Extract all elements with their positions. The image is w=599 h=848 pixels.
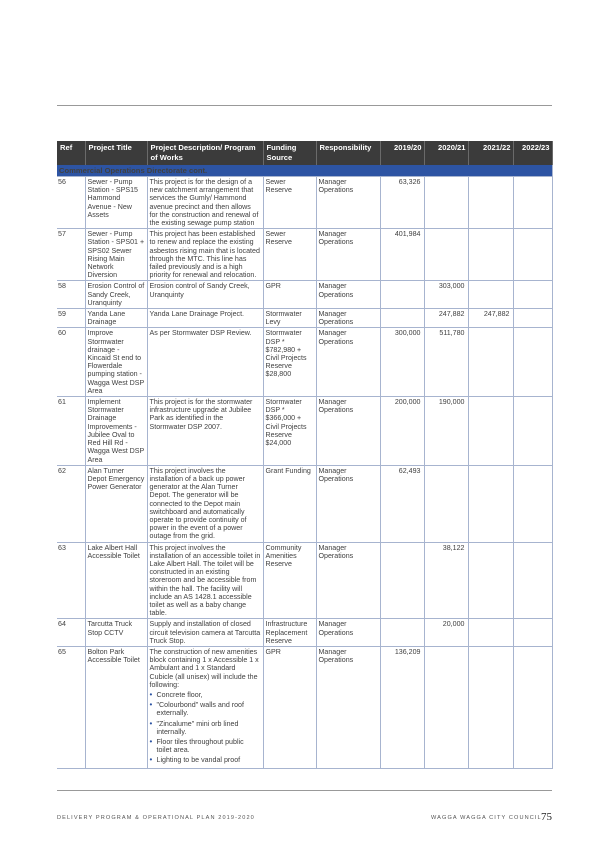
description-bullet-list <box>150 691 261 765</box>
project-title-cell: Sewer - Pump Station - SPS01 + SPS02 Sewer Rising Main Network Diversion <box>85 229 147 281</box>
project-description-cell <box>147 229 263 281</box>
amount-2022-23-cell <box>513 177 552 229</box>
amount-2020-21-cell: 190,000 <box>424 397 468 466</box>
funding-source-cell: Stormwater Levy <box>263 309 316 328</box>
bullet-text: "Zincalume" mini orb lined internally. <box>156 719 239 736</box>
amount-2020-21-cell <box>424 465 468 542</box>
table-header-row <box>57 141 552 165</box>
bullet-dot-icon: • <box>149 737 153 746</box>
table-row <box>57 281 552 309</box>
funding-source-cell: Sewer Reserve <box>263 229 316 281</box>
project-title-cell: Sewer - Pump Station - SPS15 Hammond Avenue - New Assets <box>85 177 147 229</box>
footer-document-title: DELIVERY PROGRAM & OPERATIONAL PLAN 2019-2020 <box>57 815 255 821</box>
funding-source-cell: Stormwater DSP * $366,000 + Civil Projects Reserve $24,000 <box>263 397 316 466</box>
bullet-text: Floor tiles throughout public toilet area. <box>156 738 244 755</box>
amount-2021-22-cell <box>468 328 513 397</box>
bullet-text: "Colourbond" walls and roof externally. <box>156 701 244 718</box>
project-title-cell: Bolton Park Accessible Toilet <box>85 646 147 768</box>
responsibility-cell: Manager Operations <box>316 646 380 768</box>
description-text: This project involves the installation of an accessible toilet in Lake Albert Hall. The toilet will be constructed in an existing storeroom and be accessible from within the hall. The facility will include an AS 1428.1 accessible toilet as well as a baby change table. <box>149 543 261 618</box>
project-description-cell <box>147 397 263 466</box>
bullet-dot-icon: • <box>149 755 153 765</box>
amount-2019-20-cell: 200,000 <box>380 397 424 466</box>
responsibility-cell: Manager Operations <box>316 465 380 542</box>
description-text: Yanda Lane Drainage Project. <box>149 310 245 319</box>
ref-cell: 59 <box>57 309 85 328</box>
amount-2020-21-cell <box>424 229 468 281</box>
amount-2022-23-cell <box>513 619 552 647</box>
amount-2021-22-cell <box>468 397 513 466</box>
project-title-cell: Implement Stormwater Drainage Improvements - Jubilee Oval to Red Hill Rd - Wagga West DSP Area <box>85 397 147 466</box>
ref-cell: 62 <box>57 465 85 542</box>
ref-cell: 63 <box>57 542 85 619</box>
project-description-cell <box>147 177 263 229</box>
bullet-dot-icon: • <box>149 689 153 699</box>
amount-2021-22-cell <box>468 542 513 619</box>
ref-cell: 64 <box>57 619 85 647</box>
project-title-cell: Yanda Lane Drainage <box>85 309 147 328</box>
table-row <box>57 646 552 768</box>
amount-2021-22-cell <box>468 619 513 647</box>
amount-2021-22-cell <box>468 177 513 229</box>
funding-source-cell: Grant Funding <box>263 465 316 542</box>
ref-cell: 61 <box>57 397 85 466</box>
responsibility-cell: Manager Operations <box>316 397 380 466</box>
project-description-cell <box>147 465 263 542</box>
description-text: Erosion control of Sandy Creek, Uranquinty <box>149 282 250 299</box>
project-title-cell: Erosion Control of Sandy Creek, Uranquinty <box>85 281 147 309</box>
description-bullet-item <box>150 720 261 736</box>
description-bullet-item <box>150 701 261 717</box>
header-ref: Ref <box>57 141 85 165</box>
header-project-title: Project Title <box>85 141 147 165</box>
amount-2022-23-cell <box>513 397 552 466</box>
project-description-cell <box>147 281 263 309</box>
amount-2020-21-cell: 38,122 <box>424 542 468 619</box>
description-bullet-item <box>150 756 261 764</box>
amount-2020-21-cell: 247,882 <box>424 309 468 328</box>
description-text: As per Stormwater DSP Review. <box>149 329 252 338</box>
project-title-cell: Lake Albert Hall Accessible Toilet <box>85 542 147 619</box>
header-2019-20: 2019/20 <box>380 141 424 165</box>
amount-2022-23-cell <box>513 465 552 542</box>
project-description-cell <box>147 646 263 768</box>
bullet-dot-icon: • <box>149 718 153 728</box>
table-row <box>57 328 552 397</box>
amount-2020-21-cell <box>424 646 468 768</box>
amount-2019-20-cell <box>380 542 424 619</box>
bottom-rule <box>57 790 552 791</box>
responsibility-cell: Manager Operations <box>316 328 380 397</box>
amount-2022-23-cell <box>513 309 552 328</box>
funding-source-cell: Stormwater DSP * $782,980 + Civil Projects Reserve $28,800 <box>263 328 316 397</box>
ref-cell: 58 <box>57 281 85 309</box>
bullet-text: Lighting to be vandal proof <box>156 756 241 765</box>
amount-2019-20-cell: 62,493 <box>380 465 424 542</box>
project-description-cell <box>147 328 263 397</box>
section-row <box>57 165 552 177</box>
capital-works-table <box>57 141 553 769</box>
ref-cell: 65 <box>57 646 85 768</box>
amount-2019-20-cell: 136,209 <box>380 646 424 768</box>
project-title-cell: Improve Stormwater drainage - Kincaid St end to Flowerdale pumping station - Wagga West DSP Area <box>85 328 147 397</box>
bullet-text: Concrete floor, <box>156 690 203 699</box>
header-funding-source: Funding Source <box>263 141 316 165</box>
amount-2022-23-cell <box>513 281 552 309</box>
funding-source-cell: Infrastructure Replacement Reserve <box>263 619 316 647</box>
amount-2021-22-cell <box>468 229 513 281</box>
amount-2021-22-cell: 247,882 <box>468 309 513 328</box>
project-description-cell <box>147 542 263 619</box>
funding-source-cell: GPR <box>263 281 316 309</box>
amount-2021-22-cell <box>468 465 513 542</box>
ref-cell: 60 <box>57 328 85 397</box>
description-bullet-item <box>150 738 261 754</box>
table-row <box>57 229 552 281</box>
project-description-cell <box>147 619 263 647</box>
ref-cell: 57 <box>57 229 85 281</box>
responsibility-cell: Manager Operations <box>316 542 380 619</box>
table-row <box>57 619 552 647</box>
table-row <box>57 309 552 328</box>
amount-2021-22-cell <box>468 646 513 768</box>
header-project-description: Project Description/ Program of Works <box>147 141 263 165</box>
description-text: This project is for the design of a new catchment arrangement that services the Gumly/ Hammond avenue precinct and then allows for the construction and renewal of the existing sewage pump station <box>149 178 259 228</box>
amount-2022-23-cell <box>513 229 552 281</box>
description-text: This project has been established to renew and replace the existing asbestos rising main that is located through the MTC. This line has failed previously and is a high priority for renewal and relocation. <box>149 230 260 280</box>
header-2022-23: 2022/23 <box>513 141 552 165</box>
funding-source-cell: Sewer Reserve <box>263 177 316 229</box>
ref-cell: 56 <box>57 177 85 229</box>
amount-2022-23-cell <box>513 542 552 619</box>
table-row <box>57 542 552 619</box>
project-description-cell <box>147 309 263 328</box>
page-number: 75 <box>541 811 552 823</box>
amount-2020-21-cell: 303,000 <box>424 281 468 309</box>
project-title-cell: Tarcutta Truck Stop CCTV <box>85 619 147 647</box>
responsibility-cell: Manager Operations <box>316 229 380 281</box>
description-text: Supply and installation of closed circuit television camera at Tarcutta Truck Stop. <box>149 620 261 645</box>
responsibility-cell: Manager Operations <box>316 619 380 647</box>
responsibility-cell: Manager Operations <box>316 309 380 328</box>
header-2021-22: 2021/22 <box>468 141 513 165</box>
amount-2022-23-cell <box>513 646 552 768</box>
amount-2020-21-cell: 20,000 <box>424 619 468 647</box>
table-row <box>57 465 552 542</box>
table-row <box>57 397 552 466</box>
amount-2019-20-cell <box>380 281 424 309</box>
description-text: This project involves the installation of a back up power generator at the Alan Turner Depot. The generator will be connected to the Depot main switchboard and automatically operate to provide continuity of power in the event of a power outage from the grid. <box>149 466 247 541</box>
table-row <box>57 177 552 229</box>
funding-source-cell: Community Amenities Reserve <box>263 542 316 619</box>
project-title-cell: Alan Turner Depot Emergency Power Generator <box>85 465 147 542</box>
amount-2019-20-cell: 300,000 <box>380 328 424 397</box>
amount-2019-20-cell <box>380 309 424 328</box>
top-rule <box>57 105 552 106</box>
description-text: The construction of new amenities block containing 1 x Accessible 1 x Ambulant and 1 x Standard Cubicle (all unisex) will include the following: <box>149 647 259 689</box>
description-bullet-item <box>150 691 261 699</box>
amount-2019-20-cell: 401,984 <box>380 229 424 281</box>
section-title: Commercial Operations Directorate cont. <box>57 165 552 177</box>
header-2020-21: 2020/21 <box>424 141 468 165</box>
description-text: This project is for the stormwater infrastructure upgrade at Jubilee Park as identified in the Stormwater DSP 2007. <box>149 398 253 431</box>
amount-2019-20-cell <box>380 619 424 647</box>
bullet-dot-icon: • <box>149 700 153 710</box>
responsibility-cell: Manager Operations <box>316 281 380 309</box>
responsibility-cell: Manager Operations <box>316 177 380 229</box>
amount-2020-21-cell: 511,780 <box>424 328 468 397</box>
amount-2019-20-cell: 63,326 <box>380 177 424 229</box>
footer-organisation: WAGGA WAGGA CITY COUNCIL <box>431 815 542 821</box>
funding-source-cell: GPR <box>263 646 316 768</box>
amount-2022-23-cell <box>513 328 552 397</box>
amount-2020-21-cell <box>424 177 468 229</box>
amount-2021-22-cell <box>468 281 513 309</box>
header-responsibility: Responsibility <box>316 141 380 165</box>
